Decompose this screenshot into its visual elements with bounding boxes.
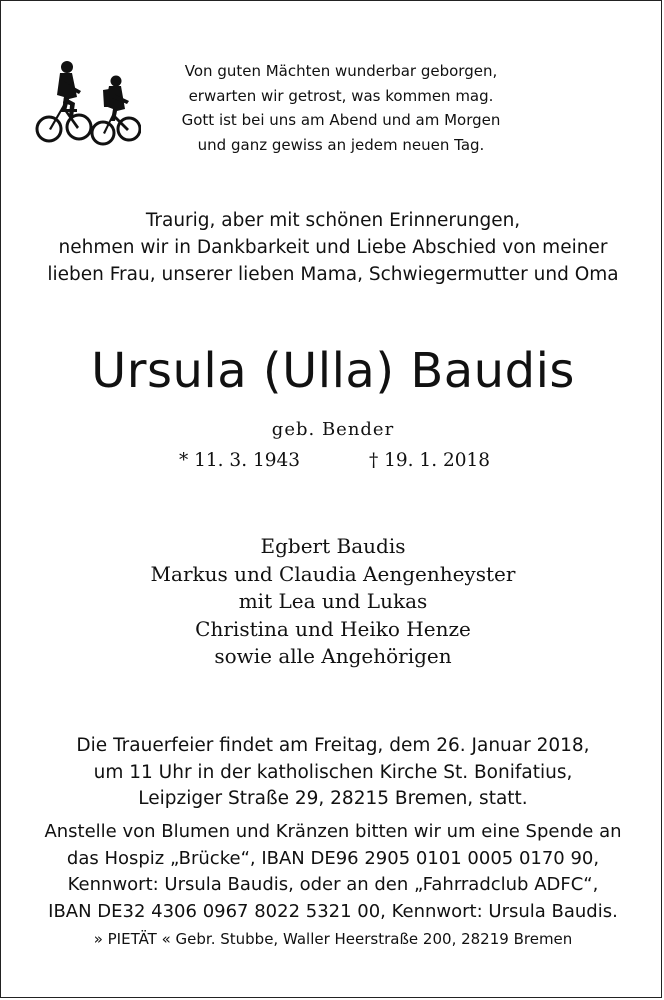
- donation-line: Anstelle von Blumen und Kränzen bitten wir um eine Spende an: [44, 821, 622, 842]
- donation-info: [1, 819, 664, 925]
- cyclists-icon: [33, 59, 141, 151]
- service-line: Leipziger Straße 29, 28215 Bremen, statt.: [138, 788, 528, 809]
- birth-date: * 11. 3. 1943: [179, 450, 301, 471]
- donation-line: das Hospiz „Brücke“, IBAN DE96 2905 0101 0005 0170 90,: [66, 847, 600, 869]
- intro-text: [1, 207, 664, 288]
- service-line: Die Trauerfeier findet am Freitag, dem 26. Januar 2018,: [76, 735, 590, 756]
- family-list: [1, 533, 664, 671]
- family-line: sowie alle Angehörigen: [214, 644, 452, 668]
- poem-line: Gott ist bei uns am Abend und am Morgen: [181, 111, 501, 129]
- donation-line: Kennwort: Ursula Baudis, oder an den „Fahrradclub ADFC“,: [67, 874, 599, 895]
- family-line: Markus und Claudia Aengenheyster: [150, 561, 516, 586]
- poem-line: erwarten wir getrost, was kommen mag.: [188, 86, 494, 105]
- family-line: mit Lea und Lukas: [238, 589, 428, 613]
- family-line: Christina und Heiko Henze: [195, 616, 471, 641]
- family-line: Egbert Baudis: [260, 534, 406, 558]
- poem-line: Von guten Mächten wunderbar geborgen,: [184, 62, 498, 80]
- deceased-name: Ursula (Ulla) Baudis: [91, 343, 575, 399]
- funeral-home-footer: » PIETÄT « Gebr. Stubbe, Waller Heerstraße 200, 28219 Bremen: [93, 930, 573, 948]
- intro-line: lieben Frau, unserer lieben Mama, Schwiegermutter und Oma: [47, 264, 619, 285]
- donation-line: IBAN DE32 4306 0967 8022 5321 00, Kennwort: Ursula Baudis.: [48, 900, 618, 922]
- birth-name: geb. Bender: [271, 419, 395, 440]
- intro-line: Traurig, aber mit schönen Erinnerungen,: [145, 210, 521, 231]
- poem-line: und ganz gewiss an jedem neuen Tag.: [197, 135, 485, 154]
- poem-quote: [151, 59, 531, 157]
- service-info: [1, 733, 664, 813]
- death-date: † 19. 1. 2018: [369, 450, 491, 471]
- intro-line: nehmen wir in Dankbarkeit und Liebe Abschied von meiner: [58, 237, 608, 258]
- service-line: um 11 Uhr in der katholischen Kirche St. Bonifatius,: [93, 761, 573, 783]
